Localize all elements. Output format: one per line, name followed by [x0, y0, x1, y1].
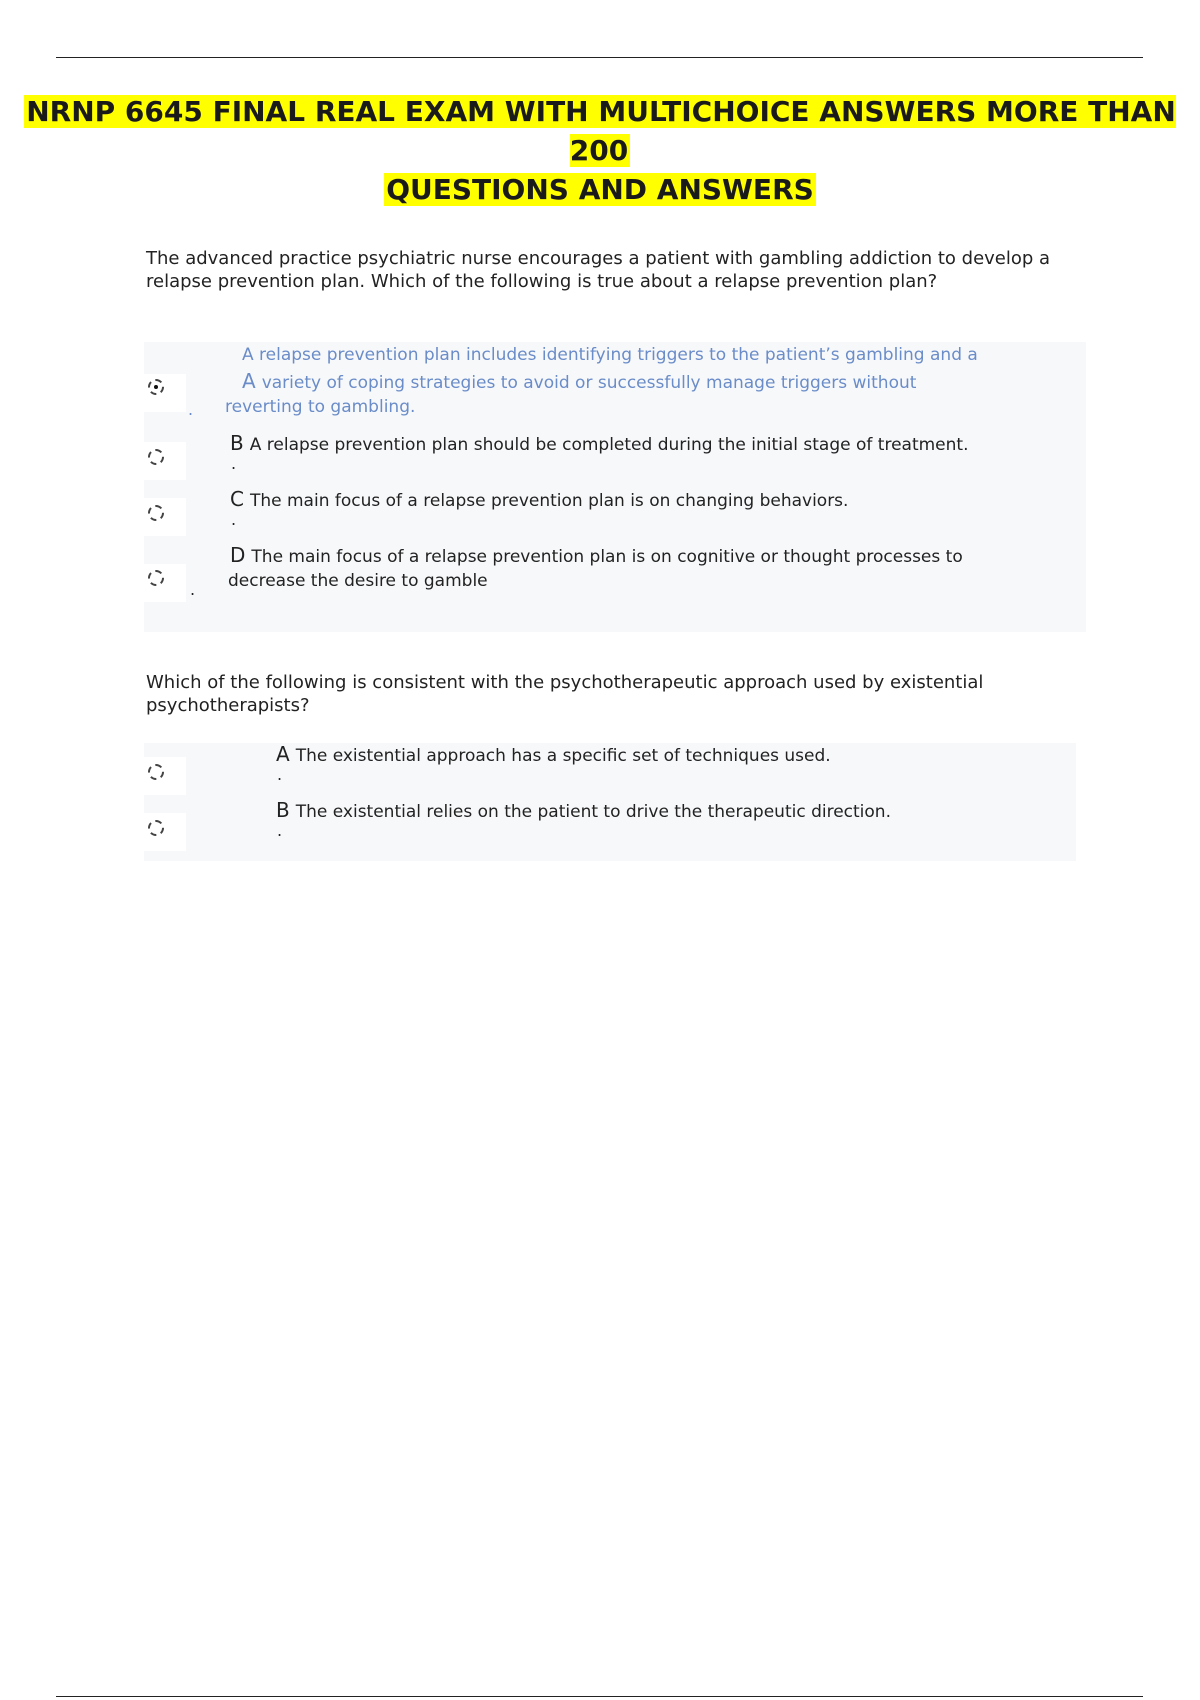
title-line-2: QUESTIONS AND ANSWERS	[386, 173, 814, 206]
option-1a-line-2: variety of coping strategies to avoid or successfully manage triggers without	[261, 373, 917, 393]
top-rule	[56, 57, 1143, 58]
option-1b-text	[230, 430, 968, 458]
question-2-answers	[144, 743, 1076, 861]
radio-icon[interactable]	[148, 449, 164, 465]
radio-icon[interactable]	[148, 570, 164, 586]
option-letter: A	[242, 369, 256, 393]
option-dot: .	[277, 821, 283, 840]
page-title	[0, 92, 1200, 209]
option-1a-line-2-wrap	[242, 368, 916, 396]
option-dot: .	[277, 765, 283, 784]
question-2-text: Which of the following is consistent with the psychotherapeutic approach used by existential psychotherapists?	[146, 672, 984, 716]
option-2a-label: The existential approach has a specific set of techniques used.	[295, 746, 831, 766]
radio-icon[interactable]	[148, 505, 164, 521]
option-2a-text	[276, 741, 831, 769]
option-2b-label: The existential relies on the patient to drive the therapeutic direction.	[295, 802, 891, 822]
radio-icon[interactable]	[148, 764, 164, 780]
option-letter: D	[230, 543, 246, 567]
option-letter: A	[276, 742, 290, 766]
option-1d-line-1	[230, 542, 963, 570]
option-letter: C	[230, 487, 244, 511]
bottom-rule	[56, 1696, 1143, 1697]
option-dot: .	[231, 510, 237, 529]
option-1a-line-1: A relapse prevention plan includes identifying triggers to the patient’s gambling and a	[242, 345, 978, 365]
option-dot: .	[190, 580, 196, 599]
option-dot: .	[231, 454, 237, 473]
option-1b-label: A relapse prevention plan should be completed during the initial stage of treatment.	[249, 435, 969, 455]
option-1d-line-2: decrease the desire to gamble	[228, 571, 488, 591]
option-letter: B	[230, 431, 244, 455]
option-1c-text	[230, 486, 848, 514]
option-dot: .	[188, 400, 194, 419]
option-1d-label: The main focus of a relapse prevention plan is on cognitive or thought processes to	[251, 547, 963, 567]
radio-icon[interactable]	[148, 820, 164, 836]
option-letter: B	[276, 798, 290, 822]
option-2b-text	[276, 797, 891, 825]
title-line-1: NRNP 6645 FINAL REAL EXAM WITH MULTICHOICE ANSWERS MORE THAN 200	[26, 95, 1176, 167]
radio-selected-icon[interactable]	[148, 379, 164, 395]
question-1-answers	[144, 342, 1086, 632]
option-1a-line-3: reverting to gambling.	[225, 397, 416, 417]
option-1c-label: The main focus of a relapse prevention plan is on changing behaviors.	[249, 491, 849, 511]
question-1-text: The advanced practice psychiatric nurse encourages a patient with gambling addiction to develop a relapse prevention plan. Which of the following is true about a relapse prevention plan?	[146, 248, 1051, 292]
